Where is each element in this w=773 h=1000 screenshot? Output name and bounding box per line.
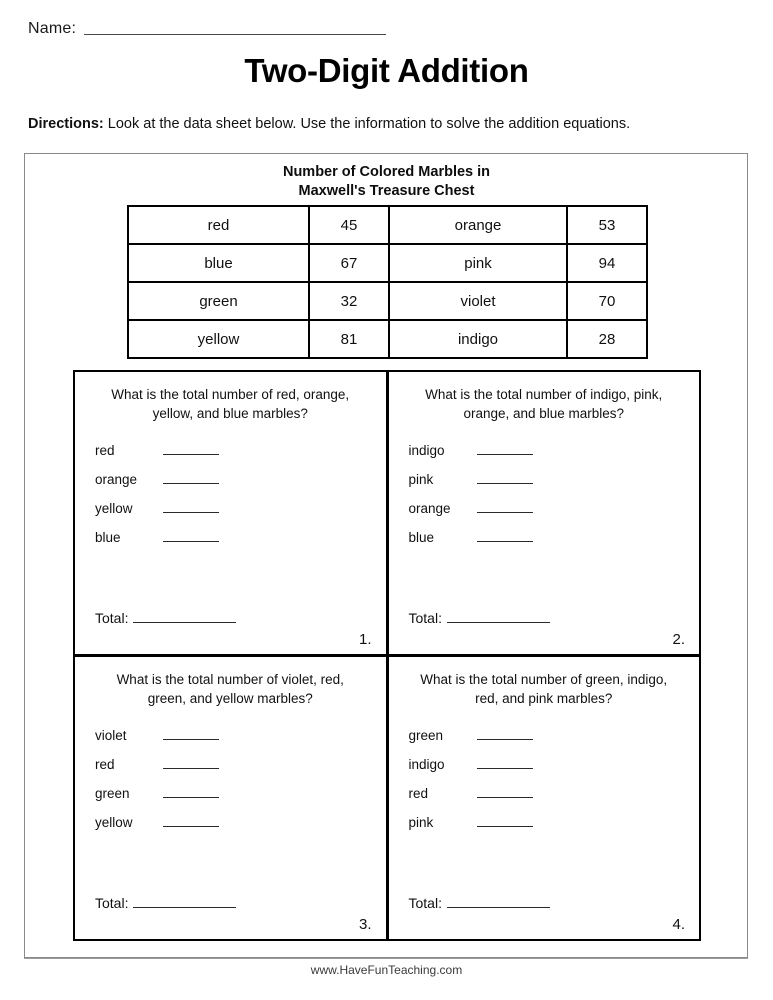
name-label: Name:	[28, 20, 77, 37]
answer-row-label: red	[95, 443, 115, 458]
answer-blank[interactable]	[163, 530, 219, 542]
cell-color-value: 32	[309, 282, 389, 320]
total-label: Total:	[408, 895, 442, 911]
question-prompt-line1: What is the total number of violet, red,	[116, 672, 344, 687]
answer-row	[95, 786, 386, 815]
answer-row-label: green	[95, 786, 130, 801]
answer-blank[interactable]	[163, 757, 219, 769]
question-number: 2.	[672, 631, 685, 648]
answer-row-label: blue	[95, 530, 121, 545]
total-blank[interactable]	[133, 896, 236, 908]
question-box-4	[387, 655, 702, 941]
answer-row-label: red	[95, 757, 115, 772]
answer-blank[interactable]	[163, 786, 219, 798]
data-sheet-title-line1: Number of Colored Marbles in	[282, 164, 491, 180]
answer-blank[interactable]	[163, 815, 219, 827]
table-row	[128, 320, 647, 358]
table-row	[128, 282, 647, 320]
cell-color-value: 28	[567, 320, 647, 358]
data-sheet-title	[24, 163, 749, 201]
answer-row-label: indigo	[408, 757, 445, 772]
cell-color-value: 94	[567, 244, 647, 282]
answer-row	[95, 728, 386, 757]
answer-row-label: indigo	[408, 443, 445, 458]
total-blank[interactable]	[447, 611, 550, 623]
question-prompt	[403, 670, 686, 708]
answer-row-label: pink	[408, 472, 434, 487]
cell-color-name: indigo	[389, 320, 567, 358]
footer-divider	[24, 958, 748, 959]
answer-row	[409, 728, 700, 757]
answer-blank[interactable]	[477, 757, 533, 769]
answer-row-label: violet	[95, 728, 127, 743]
question-box-1	[73, 370, 388, 656]
cell-color-value: 45	[309, 206, 389, 244]
question-prompt	[89, 670, 372, 708]
question-box-3	[73, 655, 388, 941]
answer-blank[interactable]	[477, 786, 533, 798]
answer-row-label: red	[408, 786, 429, 801]
answer-row-label: green	[408, 728, 444, 743]
question-prompt	[403, 385, 686, 423]
answer-blank[interactable]	[163, 443, 219, 455]
footer-url: www.HaveFunTeaching.com	[310, 963, 463, 977]
total-row	[95, 610, 236, 626]
page-title: Two-Digit Addition	[244, 52, 529, 89]
total-row	[409, 610, 550, 626]
question-prompt-line2: yellow, and blue marbles?	[152, 406, 308, 421]
answer-row	[409, 757, 700, 786]
answer-blank[interactable]	[477, 501, 533, 513]
answer-row-label: orange	[95, 472, 138, 487]
answer-row	[409, 472, 700, 501]
cell-color-name: orange	[389, 206, 567, 244]
cell-color-value: 67	[309, 244, 389, 282]
answer-blank[interactable]	[477, 443, 533, 455]
total-label: Total:	[408, 610, 442, 626]
answer-row	[95, 815, 386, 844]
answer-row	[95, 757, 386, 786]
answer-row	[95, 472, 386, 501]
answer-rows	[95, 728, 386, 844]
answer-rows	[409, 443, 700, 559]
total-label: Total:	[95, 895, 129, 911]
question-prompt-line2: red, and pink marbles?	[475, 691, 613, 706]
name-field-row	[28, 20, 386, 38]
table-row	[128, 244, 647, 282]
answer-row	[95, 443, 386, 472]
answer-row	[409, 815, 700, 844]
answer-row-label: yellow	[95, 815, 133, 830]
question-box-2	[387, 370, 702, 656]
answer-row	[409, 786, 700, 815]
question-prompt-line1: What is the total number of indigo, pink,	[425, 387, 663, 402]
answer-blank[interactable]	[477, 728, 533, 740]
answer-row-label: orange	[408, 501, 451, 516]
answer-row	[409, 530, 700, 559]
cell-color-name: pink	[389, 244, 567, 282]
question-prompt-line2: orange, and blue marbles?	[463, 406, 625, 421]
question-number: 1.	[358, 631, 372, 648]
answer-row	[409, 443, 700, 472]
directions	[28, 115, 630, 133]
answer-blank[interactable]	[163, 472, 219, 484]
cell-color-value: 70	[567, 282, 647, 320]
name-write-line[interactable]	[84, 34, 386, 35]
answer-row	[95, 530, 386, 559]
total-blank[interactable]	[447, 896, 550, 908]
total-row	[409, 895, 550, 911]
table-row	[128, 206, 647, 244]
question-prompt-line1: What is the total number of red, orange,	[111, 387, 350, 402]
cell-color-name: violet	[389, 282, 567, 320]
directions-label: Directions:	[28, 116, 104, 132]
marble-data-table	[127, 205, 648, 359]
answer-blank[interactable]	[477, 530, 533, 542]
cell-color-value: 53	[567, 206, 647, 244]
cell-color-name: red	[128, 206, 309, 244]
answer-row	[409, 501, 700, 530]
question-prompt	[89, 385, 372, 423]
total-blank[interactable]	[133, 611, 236, 623]
question-number: 3.	[358, 916, 372, 933]
answer-row-label: yellow	[95, 501, 133, 516]
answer-blank[interactable]	[163, 501, 219, 513]
total-row	[95, 895, 236, 911]
answer-row	[95, 501, 386, 530]
question-prompt-line2: green, and yellow marbles?	[147, 691, 313, 706]
total-label: Total:	[95, 610, 129, 626]
question-prompt-line1: What is the total number of green, indigo,	[420, 672, 668, 687]
cell-color-value: 81	[309, 320, 389, 358]
directions-text: Look at the data sheet below. Use the information to solve the addition equations.	[103, 116, 631, 132]
question-grid	[74, 371, 701, 941]
answer-row-label: pink	[408, 815, 434, 830]
answer-rows	[409, 728, 700, 844]
answer-blank[interactable]	[163, 728, 219, 740]
answer-blank[interactable]	[477, 815, 533, 827]
cell-color-name: green	[128, 282, 309, 320]
answer-rows	[95, 443, 386, 559]
data-sheet-title-line2: Maxwell's Treasure Chest	[298, 183, 475, 199]
answer-row-label: blue	[408, 530, 435, 545]
answer-blank[interactable]	[477, 472, 533, 484]
question-number: 4.	[672, 916, 685, 933]
cell-color-name: yellow	[128, 320, 309, 358]
cell-color-name: blue	[128, 244, 309, 282]
